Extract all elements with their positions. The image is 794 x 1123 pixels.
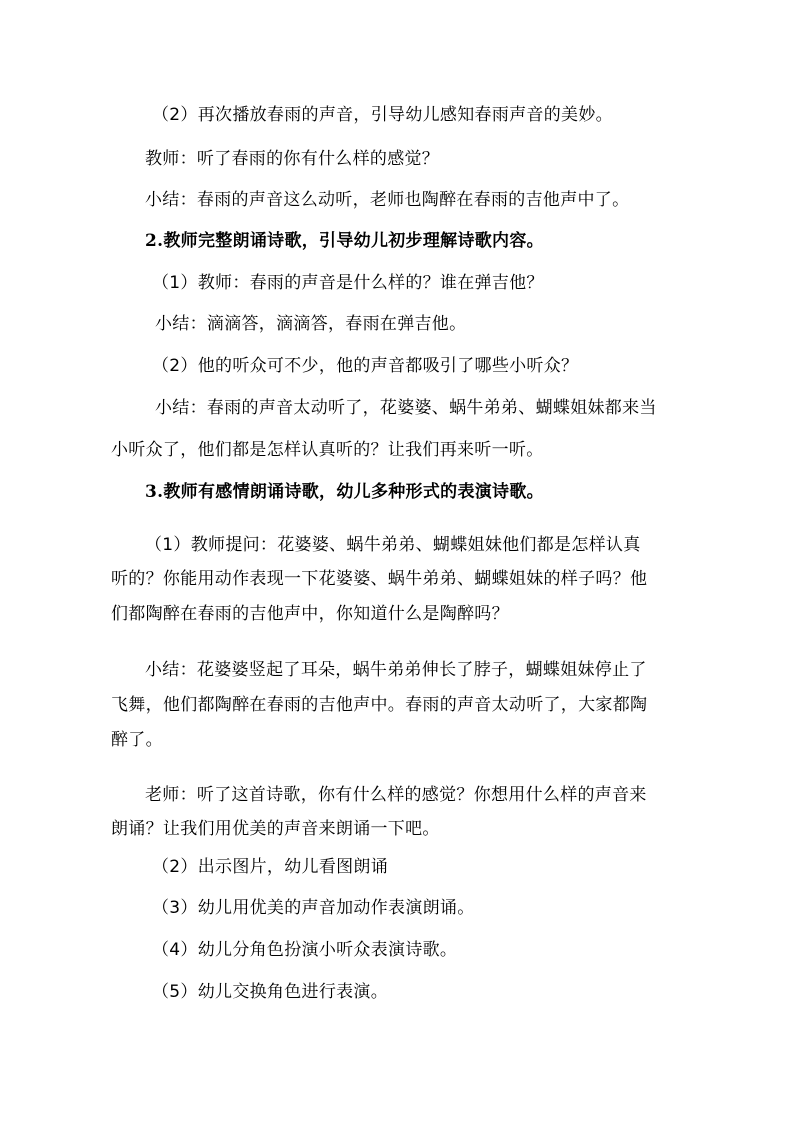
paragraph-line: 朗诵？让我们用优美的声音来朗诵一下吧。 bbox=[111, 819, 440, 839]
paragraph-line: 小结：春雨的声音这么动听，老师也陶醉在春雨的吉他声中了。 bbox=[145, 190, 630, 210]
paragraph-line: 小结：滴滴答，滴滴答，春雨在弹吉他。 bbox=[155, 314, 467, 334]
paragraph-line: 醉了。 bbox=[111, 730, 163, 750]
paragraph-line: （3）幼儿用优美的声音加动作表演朗诵。 bbox=[152, 898, 475, 918]
paragraph-line: （5）幼儿交换角色进行表演。 bbox=[152, 982, 389, 1002]
paragraph-line: 听的？你能用动作表现一下花婆婆、蜗牛弟弟、蝴蝶姐妹的样子吗？他 bbox=[111, 569, 648, 589]
paragraph-line: （1）教师：春雨的声音是什么样的？谁在弹吉他？ bbox=[152, 273, 544, 293]
paragraph-line: 老师：听了这首诗歌，你有什么样的感觉？你想用什么样的声音来 bbox=[145, 785, 647, 805]
section-heading: 2.教师完整朗诵诗歌，引导幼儿初步理解诗歌内容。 bbox=[145, 231, 544, 251]
paragraph-line: 教师：听了春雨的你有什么样的感觉？ bbox=[145, 149, 440, 169]
paragraph-line: 小结：花婆婆竖起了耳朵，蜗牛弟弟伸长了脖子，蝴蝶姐妹停止了 bbox=[145, 660, 647, 680]
paragraph-line: 小听众了，他们都是怎样认真听的？让我们再来听一听。 bbox=[111, 440, 544, 460]
paragraph-line: 飞舞，他们都陶醉在春雨的吉他声中。春雨的声音太动听了，大家都陶 bbox=[111, 695, 648, 715]
paragraph-line: 小结：春雨的声音太动听了，花婆婆、蜗牛弟弟、蝴蝶姐妹都来当 bbox=[155, 398, 657, 418]
paragraph-line: （2）出示图片，幼儿看图朗诵 bbox=[152, 857, 389, 877]
section-heading: 3.教师有感情朗诵诗歌，幼儿多种形式的表演诗歌。 bbox=[145, 482, 544, 502]
paragraph-line: （4）幼儿分角色扮演小听众表演诗歌。 bbox=[152, 940, 458, 960]
paragraph-line: （2）再次播放春雨的声音，引导幼儿感知春雨声音的美妙。 bbox=[152, 105, 613, 125]
paragraph-line: （2）他的听众可不少，他的声音都吸引了哪些小听众？ bbox=[152, 356, 579, 376]
paragraph-line: （1）教师提问：花婆婆、蜗牛弟弟、蝴蝶姐妹他们都是怎样认真 bbox=[145, 535, 641, 555]
paragraph-line: 们都陶醉在春雨的吉他声中，你知道什么是陶醉吗？ bbox=[111, 604, 509, 624]
